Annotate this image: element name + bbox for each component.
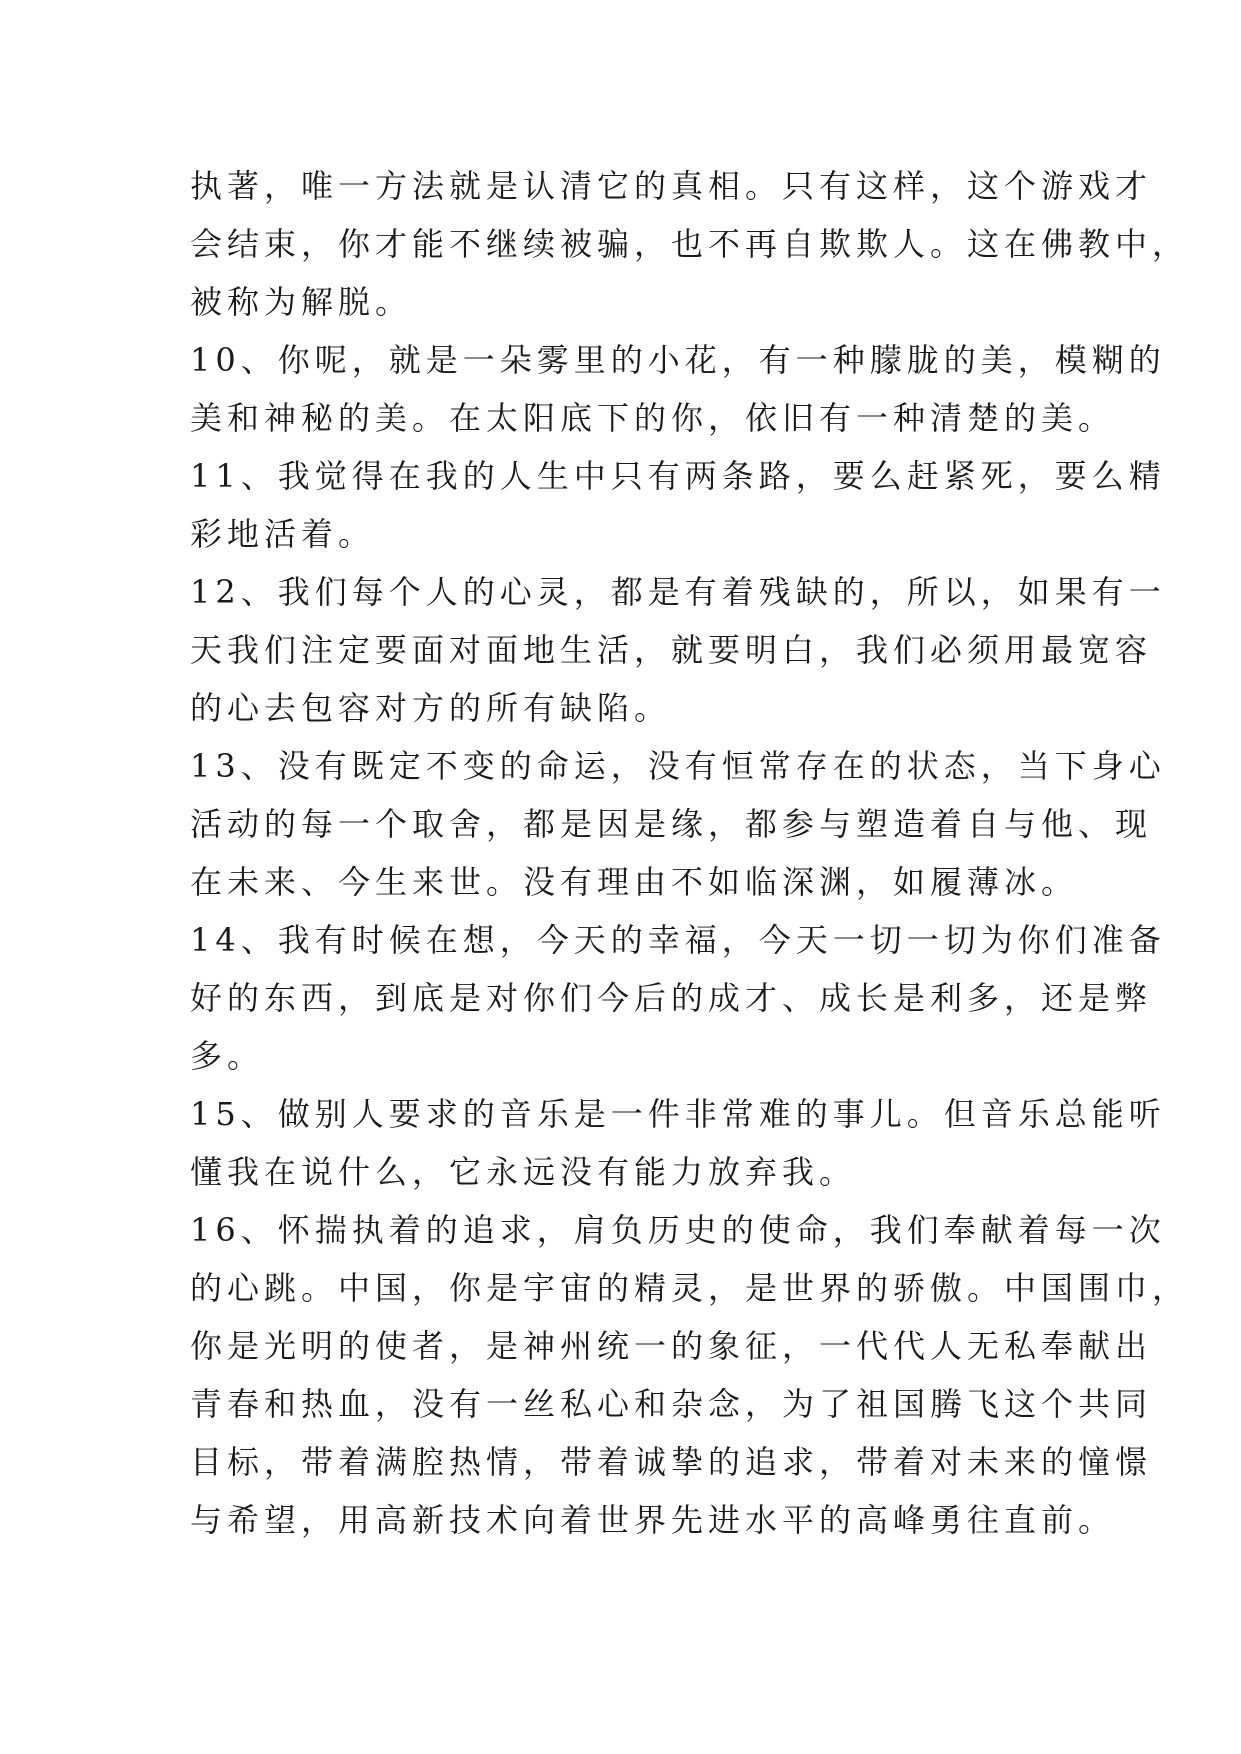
text-line: 多。 [190,1037,265,1075]
text-line: 16、怀揣执着的追求，肩负历史的使命，我们奉献着每一次 [190,1211,1166,1249]
text-line: 青春和热血，没有一丝私心和杂念，为了祖国腾飞这个共同 [190,1385,1153,1423]
text-line: 的心跳。中国，你是宇宙的精灵，是世界的骄傲。中国围巾， [190,1269,1190,1307]
text-line: 14、我有时候在想，今天的幸福，今天一切一切为你们准备 [190,921,1166,959]
text-line: 你是光明的使者，是神州统一的象征，一代代人无私奉献出 [190,1327,1153,1365]
text-line: 13、没有既定不变的命运，没有恒常存在的状态，当下身心 [190,747,1166,785]
text-line: 被称为解脱。 [190,283,413,321]
text-line: 懂我在说什么，它永远没有能力放弃我。 [190,1153,857,1191]
text-line: 的心去包容对方的所有缺陷。 [190,689,672,727]
text-line: 会结束，你才能不继续被骗，也不再自欺欺人。这在佛教中， [190,225,1190,263]
text-line: 天我们注定要面对面地生活，就要明白，我们必须用最宽容 [190,631,1153,669]
text-line: 活动的每一个取舍，都是因是缘，都参与塑造着自与他、现 [190,805,1153,843]
text-line: 10、你呢，就是一朵雾里的小花，有一种朦胧的美，模糊的 [190,341,1166,379]
document-body [190,157,1190,1549]
text-line: 15、做别人要求的音乐是一件非常难的事儿。但音乐总能听 [190,1095,1166,1133]
text-line: 与希望，用高新技术向着世界先进水平的高峰勇往直前。 [190,1501,1116,1539]
text-line: 11、我觉得在我的人生中只有两条路，要么赶紧死，要么精 [190,457,1166,495]
text-line: 在未来、今生来世。没有理由不如临深渊，如履薄冰。 [190,863,1079,901]
text-line: 美和神秘的美。在太阳底下的你，依旧有一种清楚的美。 [190,399,1116,437]
text-line: 12、我们每个人的心灵，都是有着残缺的，所以，如果有一 [190,573,1166,611]
text-line: 目标，带着满腔热情，带着诚挚的追求，带着对未来的憧憬 [190,1443,1153,1481]
text-line: 执著，唯一方法就是认清它的真相。只有这样，这个游戏才 [190,167,1153,205]
text-line: 彩地活着。 [190,515,376,553]
text-line: 好的东西，到底是对你们今后的成才、成长是利多，还是弊 [190,979,1153,1017]
